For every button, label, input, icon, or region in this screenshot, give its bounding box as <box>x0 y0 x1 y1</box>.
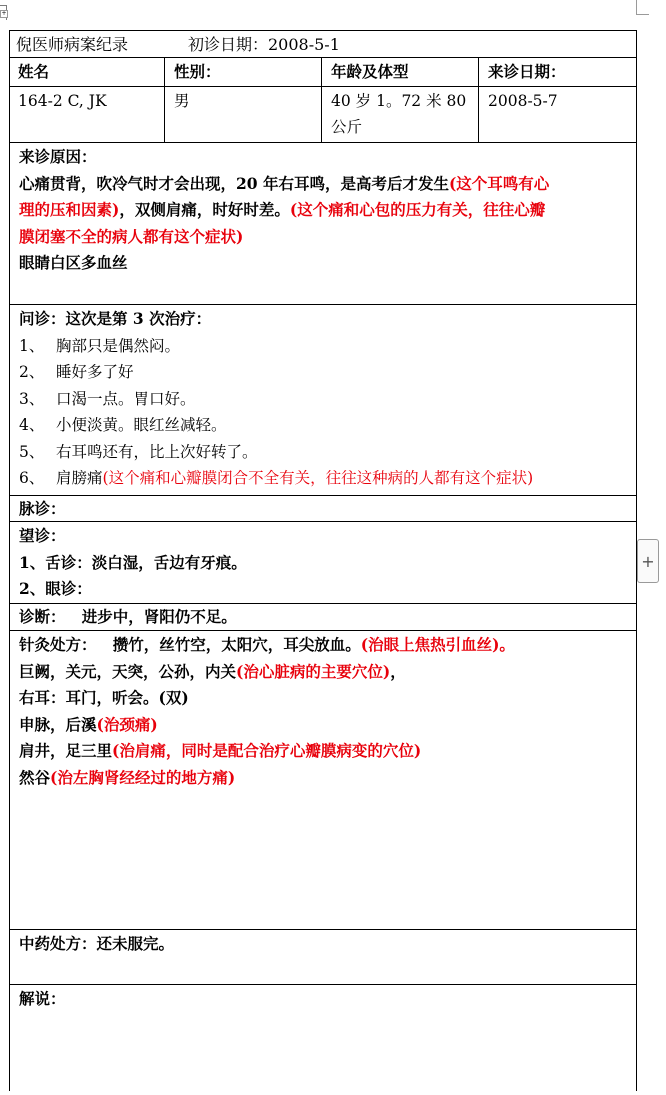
acupuncture-line: 右耳：耳门，听会。(双) <box>19 688 189 707</box>
inquiry-item: 2、 睡好多了好 <box>19 363 134 381</box>
column-divider <box>321 87 322 142</box>
add-row-button[interactable]: + <box>637 539 659 583</box>
column-divider <box>164 87 165 142</box>
acupuncture-line: 针灸处方： 攒竹，丝竹空，太阳穴，耳尖放血。(治眼上焦热引血丝)。 <box>19 635 515 654</box>
visit-date-value: 2008-5-7 <box>488 92 558 110</box>
age-label: 年龄及体型 <box>331 62 409 81</box>
info-header-row <box>10 58 636 87</box>
case-record-table <box>9 30 637 1091</box>
pulse-section <box>10 496 636 522</box>
acupuncture-line: 巨阙，关元，天突，公孙，内关(治心脏病的主要穴位)， <box>19 661 406 681</box>
inquiry-item: 6、 肩膀痛(这个痛和心瓣膜闭合不全有关，往往这种病的人都有这个症状) <box>19 469 534 487</box>
column-divider <box>164 58 165 86</box>
visit-reason-section <box>10 143 636 305</box>
info-value-row <box>10 87 636 143</box>
inquiry-item: 3、 口渴一点。胃口好。 <box>19 389 196 408</box>
acupuncture-section <box>10 631 636 930</box>
page-margin-mark <box>636 0 649 15</box>
herbal-section <box>10 930 636 985</box>
inquiry-item: 1、 胸部只是偶然闷。 <box>19 336 181 355</box>
observation-section <box>10 522 636 604</box>
gender-value: 男 <box>174 92 190 110</box>
explanation-label: 解说： <box>19 989 66 1008</box>
inquiry-item: 5、 右耳鸣还有，比上次好转了。 <box>19 442 258 461</box>
acupuncture-line: 申脉，后溪(治颈痛) <box>19 714 158 734</box>
pulse-label: 脉诊： <box>19 499 66 518</box>
inquiry-section <box>10 305 636 496</box>
column-divider <box>321 58 322 86</box>
record-title: 倪医师病案纪录 <box>16 35 129 54</box>
acupuncture-line: 肩井，足三里(治肩痛，同时是配合治疗心瓣膜病变的穴位) <box>19 741 422 760</box>
diagnosis-line: 诊断： 进步中，肾阳仍不足。 <box>19 607 237 626</box>
age-value-line1: 40 岁 1。72 米 80 <box>331 92 467 110</box>
reason-label: 来诊原因： <box>19 147 97 166</box>
visit-date-label: 来诊日期： <box>488 62 566 81</box>
inquiry-item: 4、 小便淡黄。眼红丝减轻。 <box>19 416 227 434</box>
tongue-diagnosis: 1、舌诊：淡白湿，舌边有牙痕。 <box>19 552 247 572</box>
column-divider <box>478 87 479 142</box>
reason-line: 理的压和因素)，双侧肩痛，时好时差。(这个痛和心包的压力有关，往往心瓣 <box>19 200 546 219</box>
eye-diagnosis: 2、眼诊： <box>19 579 92 598</box>
herbal-line: 中药处方：还未服完。 <box>19 934 175 953</box>
inquiry-label: 问诊：这次是第 3 次治疗： <box>19 309 212 328</box>
acupuncture-line: 然谷(治左胸肾经经过的地方痛) <box>19 767 236 787</box>
name-label: 姓名 <box>18 62 50 81</box>
first-visit-date: 初诊日期：2008-5-1 <box>188 35 340 54</box>
gender-label: 性别： <box>174 62 221 81</box>
table-move-handle-icon[interactable]: + <box>1 10 7 17</box>
reason-line: 眼睛白区多血丝 <box>19 253 128 272</box>
observation-label: 望诊： <box>19 526 66 545</box>
reason-line: 膜闭塞不全的病人都有这个症状) <box>19 226 244 246</box>
title-row <box>10 31 636 58</box>
column-divider <box>478 58 479 86</box>
name-value: 164-2 C, JK <box>18 92 107 110</box>
diagnosis-section <box>10 604 636 631</box>
explanation-section <box>10 985 636 1095</box>
age-value-line2: 公斤 <box>331 118 363 136</box>
reason-line: 心痛贯背，吹冷气时才会出现，20 年右耳鸣，是高考后才发生(这个耳鸣有心 <box>19 173 550 193</box>
